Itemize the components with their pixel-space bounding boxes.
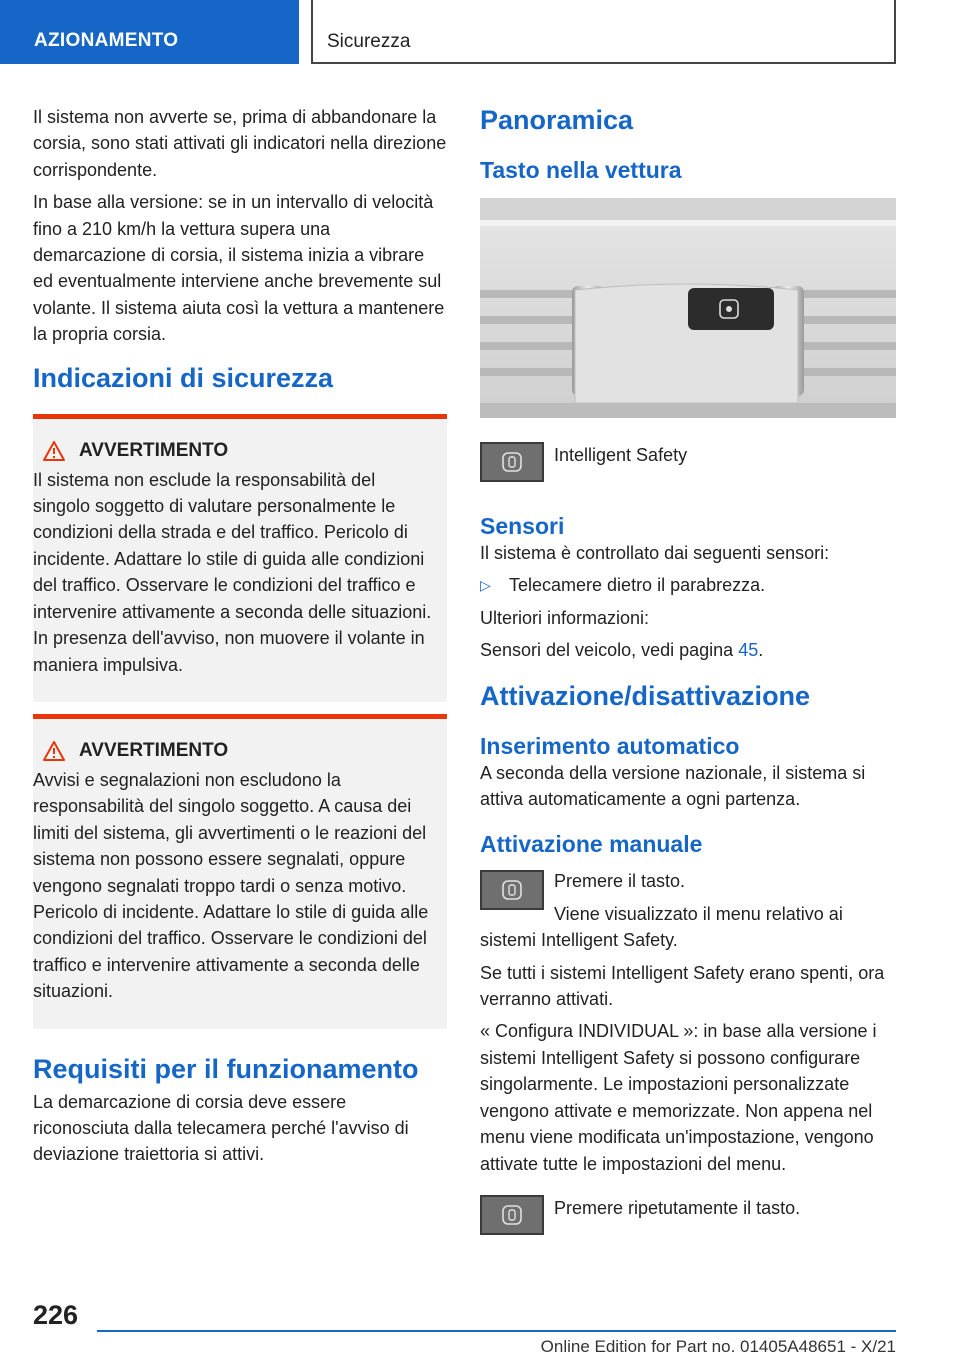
- section-tab: AZIONAMENTO: [0, 0, 299, 64]
- sensors-reference: Sensori del veicolo, vedi pagina 45.: [480, 640, 764, 661]
- manual-text-2: Se tutti i sistemi Intelligent Safety erano spenti, ora verranno attivati.: [480, 962, 885, 1010]
- auto-heading: Inserimento automatico: [480, 732, 740, 759]
- sensors-list-item: [480, 572, 896, 598]
- edition-footer: Online Edition for Part no. 01405A48651 - X/21: [540, 1337, 896, 1356]
- manual-step-1-text: Premere il tasto.: [554, 871, 686, 892]
- topic-tab: Sicurezza: [311, 0, 896, 64]
- intelligent-safety-button-row: [480, 442, 896, 482]
- press-repeatedly-button-icon: [480, 1195, 544, 1235]
- manual-step-2-text: Premere ripetutamente il tasto.: [554, 1197, 801, 1218]
- warning-box-2: [33, 714, 447, 1029]
- manual-step-1: [480, 868, 896, 959]
- more-info-label: Ulteriori informazioni:: [480, 607, 650, 628]
- sensors-page-link[interactable]: 45: [738, 640, 759, 661]
- requirements-heading: Requisiti per il funzionamento: [33, 1053, 419, 1084]
- auto-text: A seconda della versione nazionale, il sistema si attiva automaticamente a ogni partenza.: [480, 762, 866, 810]
- page-number: 226: [33, 1300, 79, 1330]
- intelligent-safety-button-icon: [480, 442, 544, 482]
- intro-paragraph-2: In base alla versione: se in un intervallo di velocità fino a 210 km/h la vettura supera una demarcazione di corsia, il sistema inizia a vibrare ed eventualmente interviene anche brevemente sul volante. Il sistema aiuta così la vettura a mantenere la propria corsia.: [33, 192, 445, 345]
- intro-paragraph-1: Il sistema non avverte se, prima di abbandonare la corsia, sono stati attivati gli indicatori nella direzione corrispondente.: [33, 107, 447, 180]
- warning-1-title: AVVERTIMENTO: [79, 439, 229, 461]
- press-button-icon: [480, 870, 544, 910]
- safety-heading: Indicazioni di sicurezza: [33, 362, 334, 393]
- warning-box-1: [33, 414, 447, 702]
- sensors-text: Il sistema è controllato dai seguenti sensori:: [480, 543, 830, 563]
- requirements-text: La demarcazione di corsia deve essere riconosciuta dalla telecamera perché l'avviso di deviazione traiettoria si attivi.: [33, 1091, 409, 1165]
- car-shield-icon: [501, 451, 523, 473]
- car-shield-icon: [501, 1204, 523, 1226]
- manual-heading: Attivazione manuale: [480, 831, 703, 858]
- button-heading: Tasto nella vettura: [480, 157, 682, 183]
- warning-1-text: Il sistema non esclude la responsabilità del singolo soggetto di valutare personalmente le condizioni della strada e del traffico. Pericolo di incidente. Adattare lo stile di guida alle condizioni del traffico. Osservare le condizioni del traffico e intervenire attivamente a seconda delle situazioni. In presenza dell'avviso, non muovere il volante in maniera impulsiva.: [33, 469, 432, 675]
- activation-heading: Attivazione/disattivazione: [480, 680, 811, 711]
- sensors-item-text: Telecamere dietro il parabrezza.: [509, 575, 766, 596]
- warning-2-title: AVVERTIMENTO: [79, 739, 229, 761]
- sensors-heading: Sensori: [480, 513, 565, 539]
- dashboard-button-photo: [480, 198, 896, 418]
- right-column: [480, 104, 896, 1235]
- intelligent-safety-label: Intelligent Safety: [554, 445, 688, 465]
- overview-heading: Panoramica: [480, 105, 634, 135]
- warning-triangle-icon: [43, 441, 65, 461]
- car-shield-icon: [501, 879, 523, 901]
- left-column: [33, 104, 447, 1174]
- footer-divider: [97, 1330, 896, 1332]
- warning-2-text: Avvisi e segnalazioni non escludono la responsabilità del singolo soggetto. A causa dei limiti del sistema, gli avvertimenti o le reazioni del sistema non possono essere segnalati, oppure vengono segnalati troppo tardi o senza motivo. Pericolo di incidente. Adattare lo stile di guida alle condizioni del traffico. Osservare le condizioni del traffico e intervenire attivamente a seconda delle situazioni.: [33, 769, 429, 1002]
- manual-step-2: [480, 1195, 896, 1235]
- warning-triangle-icon: [43, 741, 65, 761]
- sensors-ref-text: Sensori del veicolo, vedi pagina: [480, 640, 734, 661]
- manual-step-1b-text: Viene visualizzato il menu relativo ai sistemi Intelligent Safety.: [480, 903, 843, 951]
- manual-text-3: « Configura INDIVIDUAL »: in base alla versione i sistemi Intelligent Safety si possono configurare singolarmente. Le impostazioni personalizzate vengono attivate e memorizzate. Non appena nel menu viene modificata un'impostazione, vengono attivate tutte le impostazioni del menu.: [480, 1021, 877, 1174]
- bullet-triangle-icon: ▷: [480, 577, 491, 594]
